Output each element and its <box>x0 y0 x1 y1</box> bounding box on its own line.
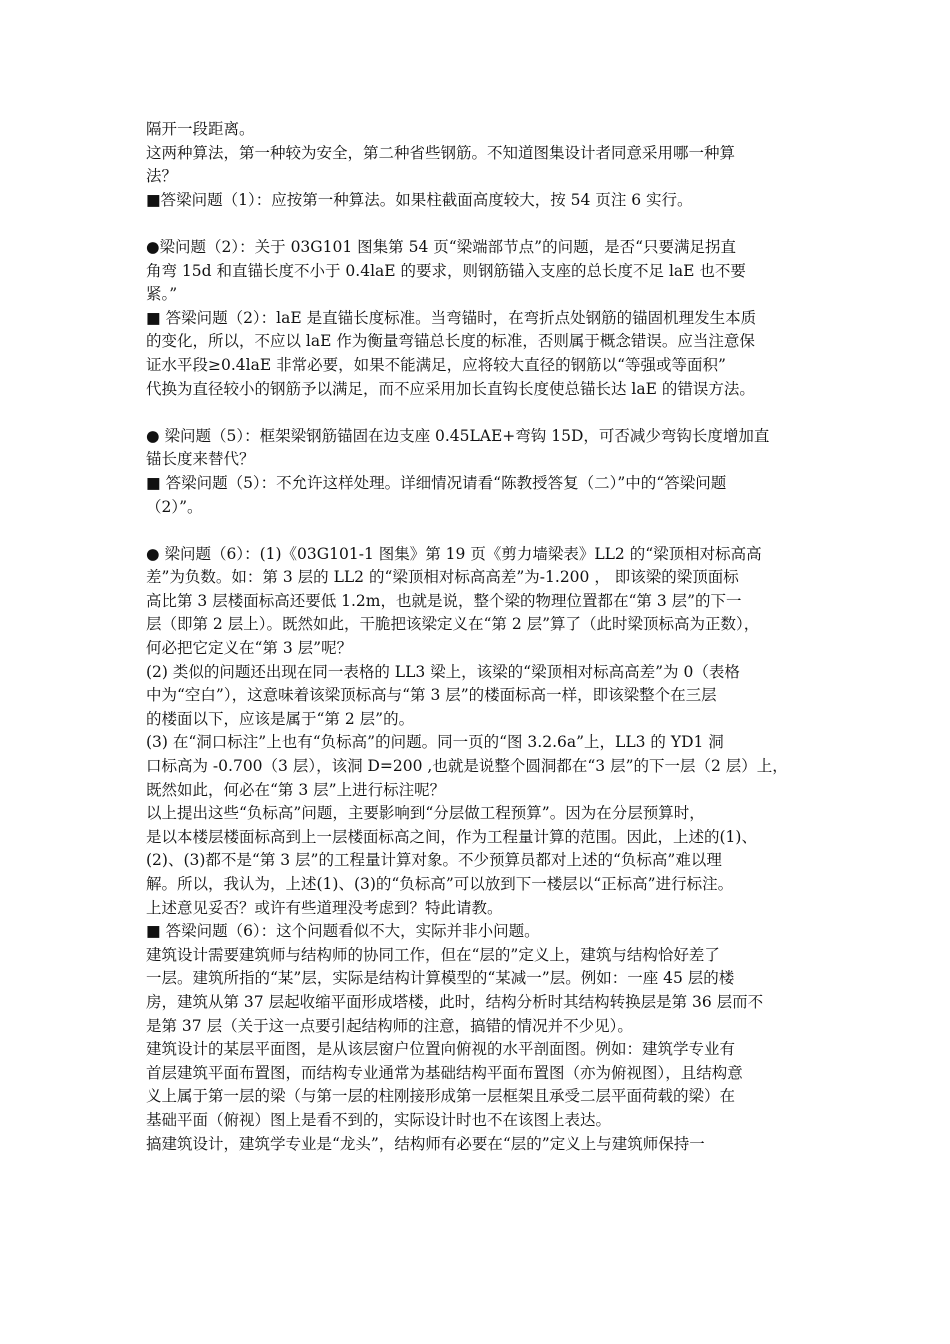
text-line: 一层。建筑所指的“某”层，实际是结构计算模型的“某减一”层。例如：一座 45 层的楼 <box>146 969 735 988</box>
text-line: 何必把它定义在“第 3 层”呢？ <box>146 639 353 658</box>
text-line: 锚长度来替代？ <box>146 450 255 469</box>
text-line: 的变化，所以，不应以 laE 作为衡量弯锚总长度的标准，否则属于概念错误。应当注意保 <box>146 332 755 351</box>
text-line: 房，建筑从第 37 层起收缩平面形成塔楼，此时，结构分析时其结构转换层是第 36 层而不 <box>146 992 764 1011</box>
text-line: 代换为直径较小的钢筋予以满足，而不应采用加长直钩长度使总锚长达 laE 的错误方法。 <box>146 379 755 398</box>
text-line: 首层建筑平面布置图，而结构专业通常为基础结构平面布置图（亦为俯视图），且结构意 <box>146 1063 743 1082</box>
text-line: ● 梁问题（5）：框架梁钢筋锚固在边支座 0.45LAE+弯钩 15D，可否减少弯钩长度增加直 <box>146 426 770 445</box>
text-line: 是第 37 层（关于这一点要引起结构师的注意，搞错的情况并不少见）。 <box>146 1016 633 1035</box>
text-line: 是以本楼层楼面标高到上一层楼面标高之间，作为工程量计算的范围。因此，上述的(1)、 <box>146 827 757 846</box>
text-line: (3) 在“洞口标注”上也有“负标高”的问题。同一页的“图 3.2.6a”上，LL3 的 YD1 洞 <box>146 733 724 752</box>
text-line: 高比第 3 层楼面标高还要低 1.2m，也就是说，整个梁的物理位置都在“第 3 层”的下一 <box>146 591 742 610</box>
text-line: ■ 答梁问题（6）：这个问题看似不大，实际并非小问题。 <box>146 922 540 941</box>
document-body <box>146 118 818 1156</box>
text-line: 口标高为 -0.700（3 层），该洞 D=200 ,也就是说整个圆洞都在“3 层”的下一层（2 层）上， <box>146 757 788 776</box>
text-line: 中为“空白”），这意味着该梁顶标高与“第 3 层”的楼面标高一样，即该梁整个在三层 <box>146 686 717 705</box>
text-line: 建筑设计需要建筑师与结构师的协同工作，但在“层的”定义上，建筑与结构恰好差了 <box>146 945 720 964</box>
text-line: 证水平段≥0.4laE 非常必要，如果不能满足，应将较大直径的钢筋以“等强或等面积” <box>146 355 726 374</box>
text-line: 义上属于第一层的梁（与第一层的柱刚接形成第一层框架且承受二层平面荷载的梁）在 <box>146 1087 736 1106</box>
text-line: （2）”。 <box>146 497 203 516</box>
text-line: 层（即第 2 层上）。既然如此，干脆把该梁定义在“第 2 层”算了（此时梁顶标高为正数）， <box>146 615 760 634</box>
text-line: 这两种算法，第一种较为安全，第二种省些钢筋。不知道图集设计者同意采用哪一种算 <box>146 143 736 162</box>
text-line: 搞建筑设计，建筑学专业是“龙头”，结构师有必要在“层的”定义上与建筑师保持一 <box>146 1134 705 1153</box>
text-line: 角弯 15d 和直锚长度不小于 0.4laE 的要求，则钢筋锚入支座的总长度不足 laE 也不要 <box>146 261 746 280</box>
text-line: (2) 类似的问题还出现在同一表格的 LL3 梁上，该梁的“梁顶相对标高高差”为 0（表格 <box>146 662 740 681</box>
text-line: ■答梁问题（1）：应按第一种算法。如果柱截面高度较大，按 54 页注 6 实行。 <box>146 190 693 209</box>
text-line: 隔开一段距离。 <box>146 120 255 138</box>
text-line: 差”为负数。如：第 3 层的 LL2 的“梁顶相对标高高差”为-1.200 ， 即该梁的梁顶面标 <box>146 568 739 587</box>
text-line: 建筑设计的某层平面图，是从该层窗户位置向俯视的水平剖面图。例如：建筑学专业有 <box>146 1040 736 1059</box>
text-line: ● 梁问题（6）：(1)《03G101-1 图集》第 19 页《剪力墙梁表》LL2 的“梁顶相对标高高 <box>146 544 762 563</box>
text-line: ●梁问题（2）：关于 03G101 图集第 54 页“梁端部节点”的问题，是否“只要满足拐直 <box>146 237 737 256</box>
text-line: 法？ <box>146 167 178 186</box>
blank-line <box>146 401 818 425</box>
text-line: 上述意见妥否？或许有些道理没考虑到？特此请教。 <box>146 898 503 917</box>
text-line: ■ 答梁问题（5）：不允许这样处理。详细情况请看“陈教授答复（二）”中的“答梁问题 <box>146 473 727 492</box>
text-line: 的楼面以下，应该是属于“第 2 层”的。 <box>146 709 415 728</box>
text-line: ■ 答梁问题（2）：laE 是直锚长度标准。当弯锚时，在弯折点处钢筋的锚固机理发生本质 <box>146 308 757 327</box>
text-line: 以上提出这些“负标高”问题，主要影响到“分层做工程预算”。因为在分层预算时， <box>146 804 705 823</box>
text-line: 既然如此，何必在“第 3 层”上进行标注呢？ <box>146 780 446 799</box>
text-line: 紧。” <box>146 285 178 304</box>
blank-line <box>146 519 818 543</box>
text-line: (2)、(3)都不是“第 3 层”的工程量计算对象。不少预算员都对上述的“负标高”难以理 <box>146 851 722 870</box>
text-line: 解。所以，我认为，上述(1)、(3)的“负标高”可以放到下一楼层以“正标高”进行标注。 <box>146 875 734 893</box>
text-line: 基础平面（俯视）图上是看不到的，实际设计时也不在该图上表达。 <box>146 1110 612 1129</box>
blank-line <box>146 212 818 236</box>
